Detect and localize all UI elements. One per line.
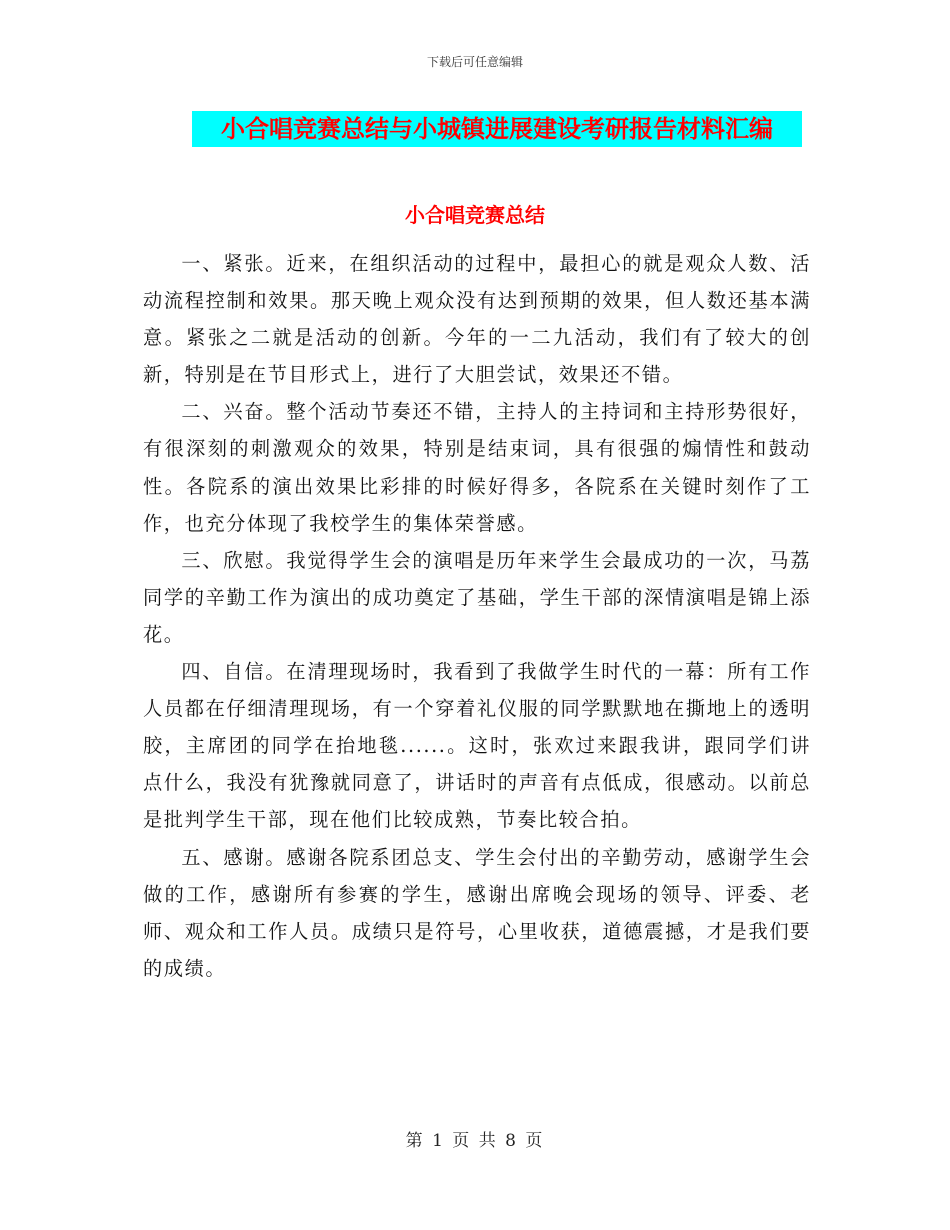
- page-number: 第 1 页 共 8 页: [405, 1131, 545, 1151]
- header-note: 下载后可任意编辑: [426, 55, 523, 69]
- document-body: [143, 245, 811, 987]
- document-title: 小合唱竞赛总结与小城镇进展建设考研报告材料汇编: [221, 115, 773, 143]
- paragraph-3: 三、欣慰。我觉得学生会的演唱是历年来学生会最成功的一次，马荔同学的辛勤工作为演出的成功奠定了基础，学生干部的深情演唱是锦上添花。: [143, 548, 811, 646]
- paragraph-4: 四、自信。在清理现场时，我看到了我做学生时代的一幕：所有工作人员都在仔细清理现场，有一个穿着礼仪服的同学默默地在撕地上的透明胶，主席团的同学在抬地毯......。这时，张欢过来跟我讲，跟同学们讲点什么，我没有犹豫就同意了，讲话时的声音有点低成，很感动。以前总是批判学生干部，现在他们比较成熟，节奏比较合拍。: [143, 660, 811, 832]
- paragraph-5: 五、感谢。感谢各院系团总支、学生会付出的辛勤劳动，感谢学生会做的工作，感谢所有参赛的学生，感谢出席晚会现场的领导、评委、老师、观众和工作人员。成绩只是符号，心里收获，道德震撼，才是我们要的成绩。: [143, 845, 811, 980]
- section-title: 小合唱竞赛总结: [405, 203, 545, 227]
- paragraph-1: 一、紧张。近来，在组织活动的过程中，最担心的就是观众人数、活动流程控制和效果。那天晚上观众没有达到预期的效果，但人数还基本满意。紧张之二就是活动的创新。今年的一二九活动，我们有了较大的创新，特别是在节目形式上，进行了大胆尝试，效果还不错。: [143, 252, 811, 387]
- paragraph-2: 二、兴奋。整个活动节奏还不错，主持人的主持词和主持形势很好，有很深刻的刺激观众的效果，特别是结束词，具有很强的煽情性和鼓动性。各院系的演出效果比彩排的时候好得多，各院系在关键时刻作了工作，也充分体现了我校学生的集体荣誉感。: [143, 400, 811, 535]
- document-title-highlight: [192, 111, 802, 147]
